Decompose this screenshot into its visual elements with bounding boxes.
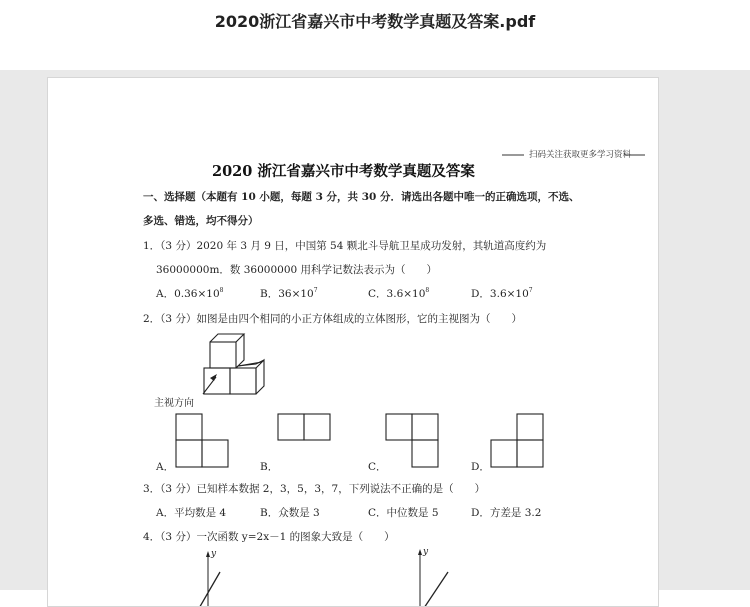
q2-option-d-figure <box>490 413 546 469</box>
q1-option-c: C．$3.6\times 10^8$ <box>368 287 430 300</box>
q2-option-b-letter: B． <box>260 461 279 473</box>
q3-option-b: B．众数是 3 <box>260 507 320 519</box>
q3-option-d: D．方差是 3.2 <box>471 507 542 519</box>
q1-option-d: D．$3.6\times 10^7$ <box>471 287 533 300</box>
q4-graph-b <box>408 548 458 607</box>
question-2-text: 2．（3 分）如图是由四个相同的小正方体组成的立体图形，它的主视图为（ ） <box>143 313 522 325</box>
watermark-rule-left <box>502 153 524 157</box>
q2-option-d-letter: D． <box>471 461 490 473</box>
file-title: 2020浙江省嘉兴市中考数学真题及答案.pdf <box>214 12 536 31</box>
q2-option-c-figure <box>385 413 439 469</box>
q2-option-a-letter: A． <box>156 461 175 473</box>
q1-option-b: B．$36\times 10^7$ <box>260 287 318 300</box>
q2-option-b-figure <box>277 413 331 443</box>
pdf-page <box>47 77 659 607</box>
document-title: 2020 浙江省嘉兴市中考数学真题及答案 <box>212 163 475 180</box>
watermark-rule-right <box>625 153 645 157</box>
question-1-text-cont: 36000000m．数 36000000 用科学记数法表示为（ ） <box>156 264 438 276</box>
q2-option-a-figure <box>175 413 229 469</box>
graph-a-y-label: y <box>211 549 217 559</box>
section-heading-cont: 多选、错选，均不得分） <box>143 215 259 227</box>
view-direction-label: 主视方向 <box>154 398 194 409</box>
watermark: 扫码关注获取更多学习资料 <box>529 150 632 160</box>
graph-b-y-label: y <box>423 547 429 557</box>
q2-option-c-letter: C． <box>368 461 387 473</box>
q3-option-c: C．中位数是 5 <box>368 507 439 519</box>
q4-graph-a <box>196 550 236 607</box>
question-4-text: 4．（3 分）一次函数 y=2x－1 的图象大致是（ ） <box>143 531 395 543</box>
question-1-text: 1．（3 分）2020 年 3 月 9 日，中国第 54 颗北斗导航卫星成功发射，其轨道高度约为 <box>143 240 547 252</box>
view-direction-arrow-icon <box>200 372 220 396</box>
q3-option-a: A．平均数是 4 <box>156 507 227 519</box>
viewer-header <box>0 0 750 70</box>
q1-option-a: A．$0.36\times 10^8$ <box>156 287 224 300</box>
question-3-text: 3．（3 分）已知样本数据 2，3，5，3，7，下列说法不正确的是（ ） <box>143 483 486 495</box>
section-heading: 一、选择题（本题有 10 小题，每题 3 分，共 30 分．请选出各题中唯一的正确选项，不选、 <box>143 191 580 203</box>
